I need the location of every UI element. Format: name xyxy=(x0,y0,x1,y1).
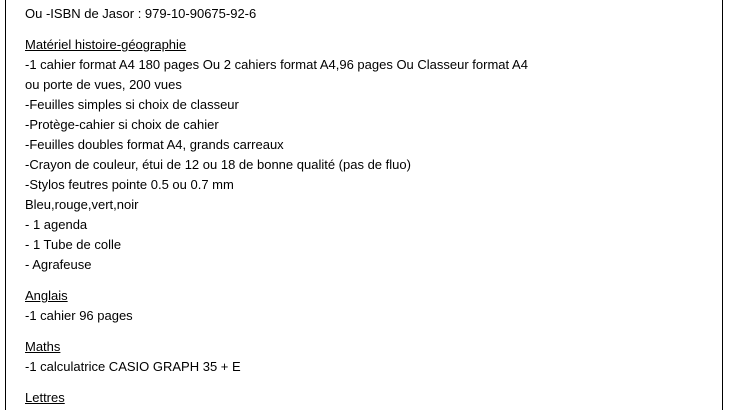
document-content xyxy=(25,4,720,408)
list-item: - 1 Tube de colle xyxy=(25,237,122,252)
list-item: -Feuilles doubles format A4, grands carreaux xyxy=(25,137,284,152)
section-heading-histoire: Matériel histoire-géographie xyxy=(25,37,187,52)
list-item: -Crayon de couleur, étui de 12 ou 18 de bonne qualité (pas de fluo) xyxy=(25,157,411,172)
list-item: Bleu,rouge,vert,noir xyxy=(25,197,139,212)
isbn-line: Ou -ISBN de Jasor : 979-10-90675-92-6 xyxy=(25,6,257,21)
section-heading-lettres: Lettres xyxy=(25,390,65,405)
list-item: ou porte de vues, 200 vues xyxy=(25,77,182,92)
page-border-left xyxy=(5,0,6,410)
list-item: -Feuilles simples si choix de classeur xyxy=(25,97,239,112)
list-item: - 1 agenda xyxy=(25,217,88,232)
list-item: - Agrafeuse xyxy=(25,257,92,272)
list-item: -1 calculatrice CASIO GRAPH 35 + E xyxy=(25,359,241,374)
section-heading-maths: Maths xyxy=(25,339,61,354)
section-heading-anglais: Anglais xyxy=(25,288,68,303)
list-item: -1 cahier format A4 180 pages Ou 2 cahiers format A4,96 pages Ou Classeur format A4 xyxy=(25,57,528,72)
list-item: -1 cahier 96 pages xyxy=(25,308,133,323)
list-item: -Protège-cahier si choix de cahier xyxy=(25,117,219,132)
list-item: -Stylos feutres pointe 0.5 ou 0.7 mm xyxy=(25,177,234,192)
page-border-right xyxy=(722,0,723,410)
